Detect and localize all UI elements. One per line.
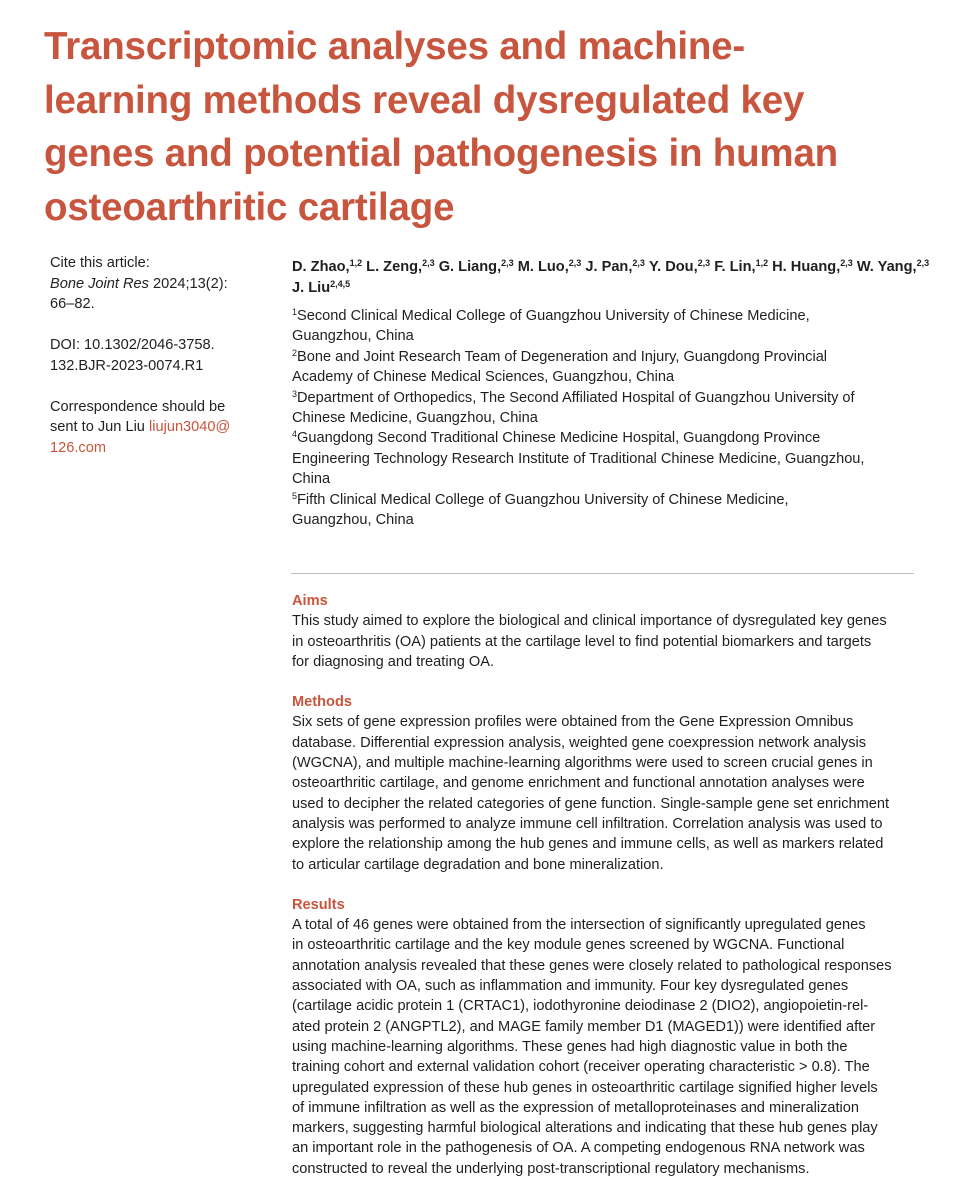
affiliation-line (292, 388, 922, 408)
correspondence-line: Correspondence should be (50, 398, 226, 415)
author: Y. Dou, (648, 259, 698, 275)
title-line: Transcriptomic analyses and machine- (44, 25, 746, 68)
text-line: analysis was performed to analyze immune cell infiltration. Correlation analysis was used to (292, 815, 883, 832)
aims-text (292, 611, 914, 672)
text-line: (cartilage acidic protein 1 (CRTAC1), iodothyronine deiodinase 2 (DIO2), angiopoietin-rel- (292, 998, 869, 1015)
citation-pages: 66–82. (50, 296, 95, 312)
author: M. Luo, (517, 259, 569, 275)
affiliation-line: Chinese Medicine, Guangzhou, China (292, 410, 538, 427)
title-line: osteoarthritic cartilage (44, 185, 455, 229)
affiliation-list (292, 306, 922, 530)
affiliation-number: 1 (292, 307, 298, 317)
correspondence-line (50, 417, 245, 438)
results-text (292, 915, 914, 1179)
author: D. Zhao, (292, 259, 350, 275)
text-line: markers, suggesting harmful biological alterations and indicating that these hub genes play (292, 1120, 878, 1137)
affiliation-text: Bone and Joint Research Team of Degeneration and Injury, Guangdong Provincial (297, 348, 828, 365)
results-heading: Results (292, 896, 345, 913)
author-affil: 2,3 (697, 258, 711, 268)
doi-line: 132.BJR-2023-0074.R1 (50, 357, 204, 374)
author: J. Pan, (585, 259, 633, 275)
author: W. Yang, (856, 259, 917, 275)
citation-line (50, 274, 245, 295)
cite-block (50, 253, 245, 315)
text-line: in osteoarthritis (OA) patients at the cartilage level to find potential biomarkers and targets (292, 633, 872, 650)
text-line: A total of 46 genes were obtained from the intersection of significantly upregulated genes (292, 917, 866, 934)
author-affil: 2,3 (568, 258, 582, 268)
author-affil: 2,3 (632, 258, 645, 268)
cite-label: Cite this article: (50, 255, 150, 271)
email-link-continued[interactable]: 126.com (50, 439, 106, 456)
affiliation-line: Academy of Chinese Medical Sciences, Guangzhou, China (292, 369, 675, 386)
text-line: associated with OA, such as inflammation and immunity. Four key dysregulated genes (292, 978, 849, 995)
text-line: annotation analysis revealed that these genes were closely related to pathological responses (292, 957, 892, 974)
author-affil: 1,2 (755, 258, 769, 268)
author: F. Lin, (714, 259, 756, 275)
author-line (292, 257, 930, 278)
text-line: to articular cartilage degradation and bone mineralization. (292, 856, 664, 873)
correspondence-block (50, 397, 245, 459)
affiliation-number: 2 (292, 347, 298, 358)
affiliation-text: Second Clinical Medical College of Guangzhou University of Chinese Medicine, (297, 308, 810, 324)
methods-text (292, 712, 914, 874)
doi-line: DOI: 10.1302/2046-3758. (50, 337, 215, 353)
author: J. Liu (292, 279, 331, 296)
doi-block (50, 335, 245, 376)
affiliation (292, 490, 922, 531)
aims-heading: Aims (292, 593, 328, 609)
title-line: genes and potential pathogenesis in human (44, 132, 838, 175)
author: H. Huang, (772, 259, 841, 275)
author: G. Liang, (438, 259, 502, 275)
affiliation-line (292, 490, 922, 510)
text-line: This study aimed to explore the biological and clinical importance of dysregulated key genes (292, 613, 887, 630)
affiliation (292, 306, 922, 347)
author: L. Zeng, (366, 259, 423, 275)
text-line: an important role in the pathogenesis of OA. A competing endogenous RNA network was (292, 1140, 865, 1157)
author-affil: 2,3 (422, 258, 435, 268)
affiliation-text: Fifth Clinical Medical College of Guangzhou University of Chinese Medicine, (297, 491, 789, 508)
text-line: constructed to reveal the underlying post-transcriptional regulatory mechanisms. (292, 1160, 810, 1177)
author-affil: 2,4,5 (330, 278, 351, 289)
affiliation (292, 388, 922, 429)
citation-volume: 2024;13(2): (148, 275, 228, 292)
correspondence-name: sent to Jun Liu (50, 419, 149, 435)
text-line: training cohort and external validation cohort (receiver operating characteristic > 0.8). The (292, 1059, 870, 1076)
affiliation-text: Department of Orthopedics, The Second Affiliated Hospital of Guangzhou University of (297, 389, 855, 406)
text-line: database. Differential expression analysis, weighted gene coexpression network analysis (292, 734, 867, 751)
text-line: used to decipher the related categories of gene function. Single-sample gene set enrichment (292, 795, 890, 812)
article-title (44, 20, 934, 234)
section-divider (291, 573, 914, 574)
methods-section (292, 692, 914, 875)
methods-heading: Methods (292, 694, 352, 711)
title-line: learning methods reveal dysregulated key (44, 78, 805, 122)
affiliation (292, 428, 922, 489)
results-section (292, 895, 914, 1179)
affiliation-line: Guangzhou, China (292, 328, 414, 345)
text-line: ated protein 2 (ANGPTL2), and MAGE family member D1 (MAGED1)) were identified after (292, 1018, 876, 1035)
text-line: explore the relationship among the hub genes and immune cells, as well as markers related (292, 836, 884, 853)
affiliation-line (292, 347, 922, 367)
journal-name: Bone Joint Res (50, 275, 149, 292)
text-line: of immune infiltration as well as the expression of metalloproteinases and mineralization (292, 1099, 860, 1116)
text-line: using machine-learning algorithms. These genes had high diagnostic value in both the (292, 1038, 848, 1055)
text-line: (WGCNA), and multiple machine-learning algorithms were used to screen crucial genes in (292, 755, 873, 772)
citation-sidebar (50, 253, 245, 479)
affiliation-line: Guangzhou, China (292, 512, 414, 529)
affiliation-number: 3 (292, 388, 298, 399)
text-line: osteoarthritic cartilage, and genome enrichment and functional annotation analyses were (292, 775, 865, 792)
aims-section (292, 591, 914, 672)
text-line: Six sets of gene expression profiles were obtained from the Gene Expression Omnibus (292, 714, 854, 731)
author-line (292, 278, 922, 299)
affiliation-line (292, 306, 922, 326)
author-affil: 2,3 (916, 258, 930, 268)
affiliation-number: 4 (292, 429, 298, 440)
affiliation-number: 5 (292, 490, 298, 501)
author-list (292, 257, 930, 298)
email-link[interactable]: liujun3040@ (148, 419, 231, 435)
affiliation-text: Guangdong Second Traditional Chinese Medicine Hospital, Guangdong Province (297, 430, 821, 447)
abstract (292, 591, 914, 1199)
affiliation-line (292, 428, 922, 448)
author-affil: 2,3 (501, 258, 514, 268)
affiliation-line: China (292, 471, 331, 488)
affiliation (292, 347, 922, 388)
text-line: upregulated expression of these hub genes in osteoarthritic cartilage signified higher levels (292, 1079, 878, 1096)
text-line: in osteoarthritic cartilage and the key module genes screened by WGCNA. Functional (292, 937, 845, 954)
affiliation-line: Engineering Technology Research Institute of Traditional Chinese Medicine, Guangzhou, (292, 450, 865, 467)
author-affil: 2,3 (840, 258, 853, 268)
text-line: for diagnosing and treating OA. (292, 653, 495, 670)
author-affil: 1,2 (349, 258, 363, 268)
